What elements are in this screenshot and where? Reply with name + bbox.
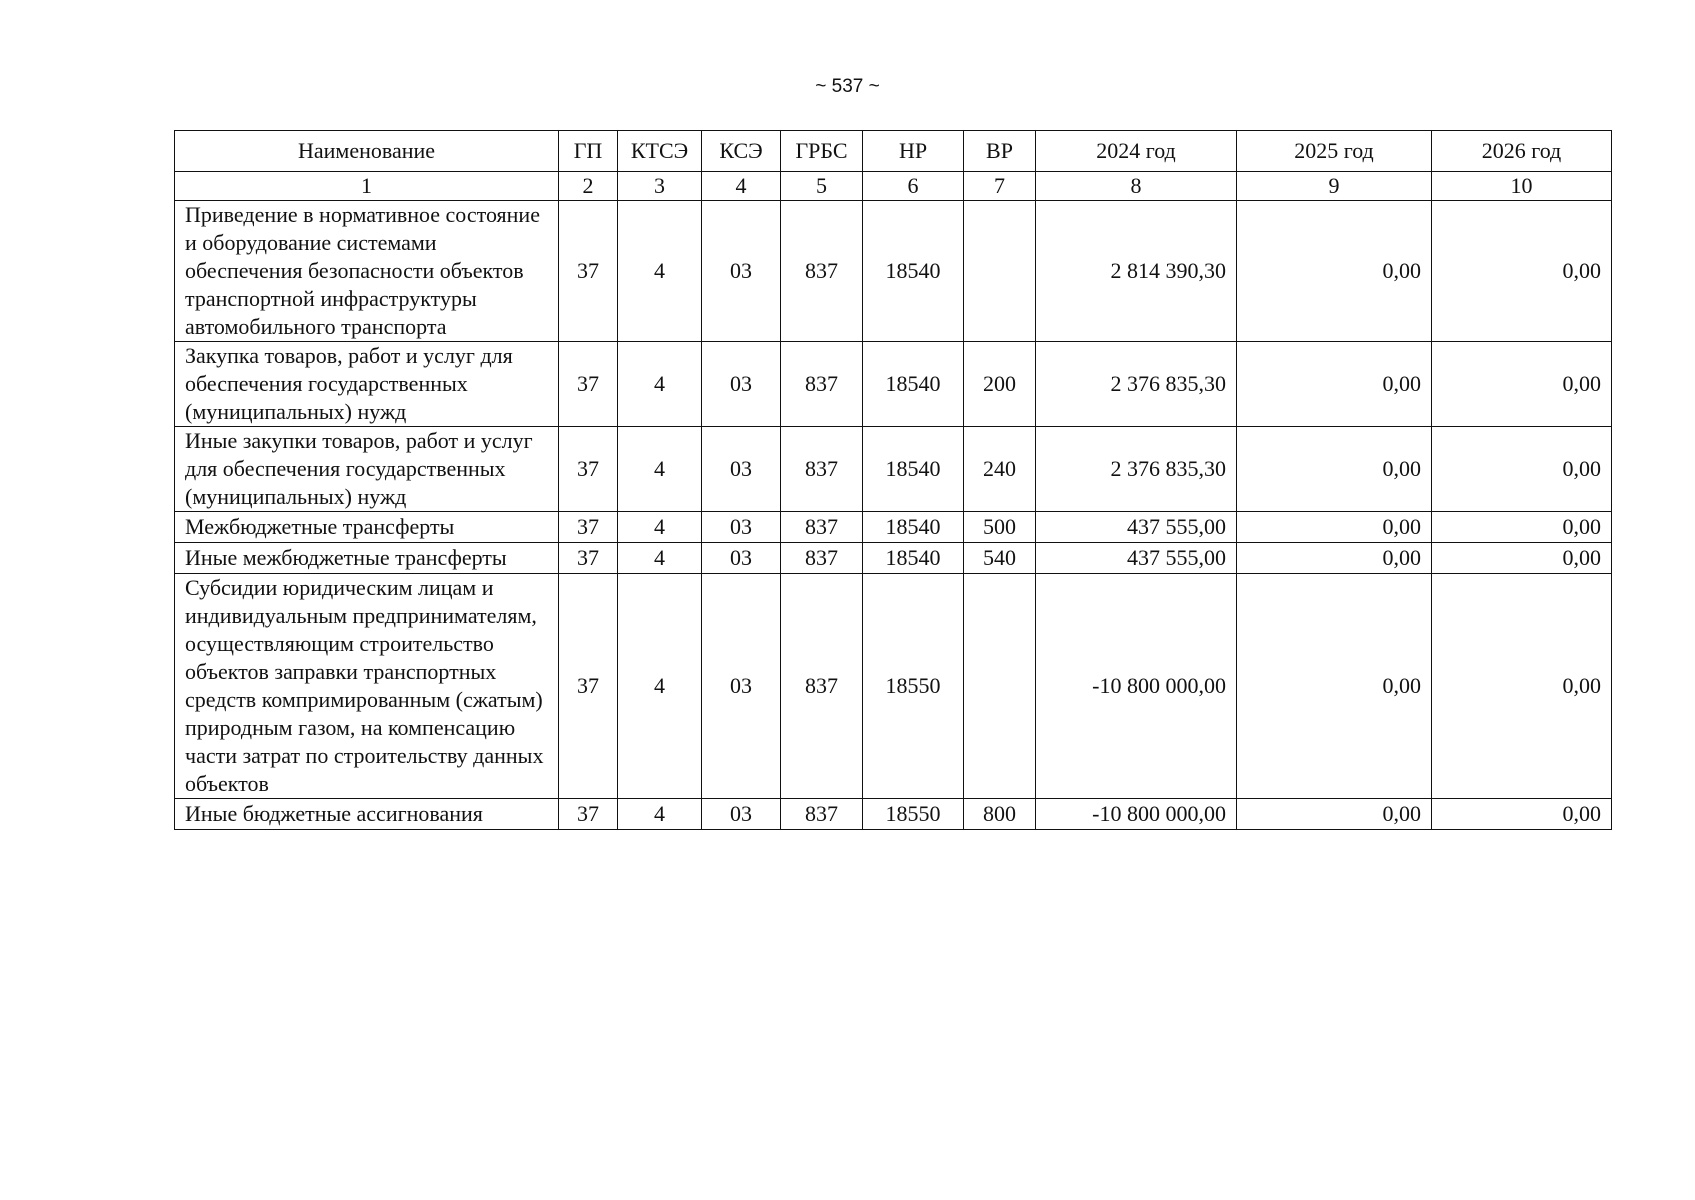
cell-grbs: 837 [781,543,863,574]
row-name: Межбюджетные трансферты [175,512,559,543]
header-kse: КСЭ [702,131,781,172]
cell-2025: 0,00 [1237,512,1432,543]
cell-gp: 37 [559,342,618,427]
cell-2026: 0,00 [1432,342,1612,427]
cell-kse: 03 [702,512,781,543]
cell-grbs: 837 [781,512,863,543]
cell-nr: 18550 [863,799,964,830]
table-row [175,201,1612,342]
table-row [175,799,1612,830]
table-row [175,342,1612,427]
cell-gp: 37 [559,201,618,342]
cell-2025: 0,00 [1237,799,1432,830]
cell-2024: 2 376 835,30 [1036,427,1237,512]
cell-nr: 18540 [863,512,964,543]
cell-2026: 0,00 [1432,799,1612,830]
cell-grbs: 837 [781,201,863,342]
cell-vr [964,201,1036,342]
cell-grbs: 837 [781,427,863,512]
cell-kse: 03 [702,574,781,799]
header-grbs: ГРБС [781,131,863,172]
column-number: 6 [863,172,964,201]
header-vr: ВР [964,131,1036,172]
cell-2025: 0,00 [1237,543,1432,574]
column-number: 2 [559,172,618,201]
cell-ktse: 4 [618,512,702,543]
cell-ktse: 4 [618,201,702,342]
cell-2024: 437 555,00 [1036,512,1237,543]
table-row [175,427,1612,512]
cell-2026: 0,00 [1432,201,1612,342]
cell-grbs: 837 [781,799,863,830]
cell-2024: 2 376 835,30 [1036,342,1237,427]
table-row [175,543,1612,574]
cell-ktse: 4 [618,543,702,574]
cell-gp: 37 [559,799,618,830]
cell-nr: 18540 [863,543,964,574]
header-ktse: КТСЭ [618,131,702,172]
cell-ktse: 4 [618,342,702,427]
page-number: ~ 537 ~ [815,76,880,97]
header-nr: НР [863,131,964,172]
cell-gp: 37 [559,512,618,543]
cell-vr: 500 [964,512,1036,543]
cell-vr: 800 [964,799,1036,830]
column-number: 8 [1036,172,1237,201]
header-name: Наименование [175,131,559,172]
cell-ktse: 4 [618,574,702,799]
cell-vr: 540 [964,543,1036,574]
cell-2025: 0,00 [1237,427,1432,512]
cell-vr [964,574,1036,799]
column-number: 1 [175,172,559,201]
cell-nr: 18540 [863,427,964,512]
cell-nr: 18540 [863,342,964,427]
cell-2026: 0,00 [1432,543,1612,574]
row-name: Субсидии юридическим лицам и индивидуальным предпринимателям, осуществляющим строительство объектов заправки транспортных средств компримированным (сжатым) природным газом, на компенсацию части затрат по строительству данных объектов [175,574,559,799]
header-2024: 2024 год [1036,131,1237,172]
cell-kse: 03 [702,342,781,427]
column-number: 9 [1237,172,1432,201]
cell-2024: 437 555,00 [1036,543,1237,574]
cell-gp: 37 [559,427,618,512]
column-number-row [175,172,1612,201]
header-gp: ГП [559,131,618,172]
cell-nr: 18540 [863,201,964,342]
cell-gp: 37 [559,574,618,799]
column-number: 3 [618,172,702,201]
cell-2026: 0,00 [1432,427,1612,512]
cell-vr: 200 [964,342,1036,427]
row-name: Закупка товаров, работ и услуг для обеспечения государственных (муниципальных) нужд [175,342,559,427]
cell-vr: 240 [964,427,1036,512]
row-name: Иные закупки товаров, работ и услуг для обеспечения государственных (муниципальных) нужд [175,427,559,512]
cell-gp: 37 [559,543,618,574]
cell-kse: 03 [702,427,781,512]
cell-2024: -10 800 000,00 [1036,574,1237,799]
cell-2026: 0,00 [1432,512,1612,543]
cell-grbs: 837 [781,342,863,427]
cell-grbs: 837 [781,574,863,799]
header-2026: 2026 год [1432,131,1612,172]
cell-kse: 03 [702,201,781,342]
column-number: 7 [964,172,1036,201]
cell-2024: -10 800 000,00 [1036,799,1237,830]
cell-2026: 0,00 [1432,574,1612,799]
cell-ktse: 4 [618,799,702,830]
cell-2025: 0,00 [1237,201,1432,342]
table-row [175,512,1612,543]
header-row [175,131,1612,172]
column-number: 5 [781,172,863,201]
row-name: Иные межбюджетные трансферты [175,543,559,574]
cell-kse: 03 [702,799,781,830]
cell-2025: 0,00 [1237,342,1432,427]
cell-2024: 2 814 390,30 [1036,201,1237,342]
cell-nr: 18550 [863,574,964,799]
cell-2025: 0,00 [1237,574,1432,799]
cell-kse: 03 [702,543,781,574]
budget-table [174,130,1612,830]
column-number: 10 [1432,172,1612,201]
column-number: 4 [702,172,781,201]
table-row [175,574,1612,799]
cell-ktse: 4 [618,427,702,512]
header-2025: 2025 год [1237,131,1432,172]
row-name: Иные бюджетные ассигнования [175,799,559,830]
row-name: Приведение в нормативное состояние и оборудование системами обеспечения безопасности объектов транспортной инфраструктуры автомобильного транспорта [175,201,559,342]
